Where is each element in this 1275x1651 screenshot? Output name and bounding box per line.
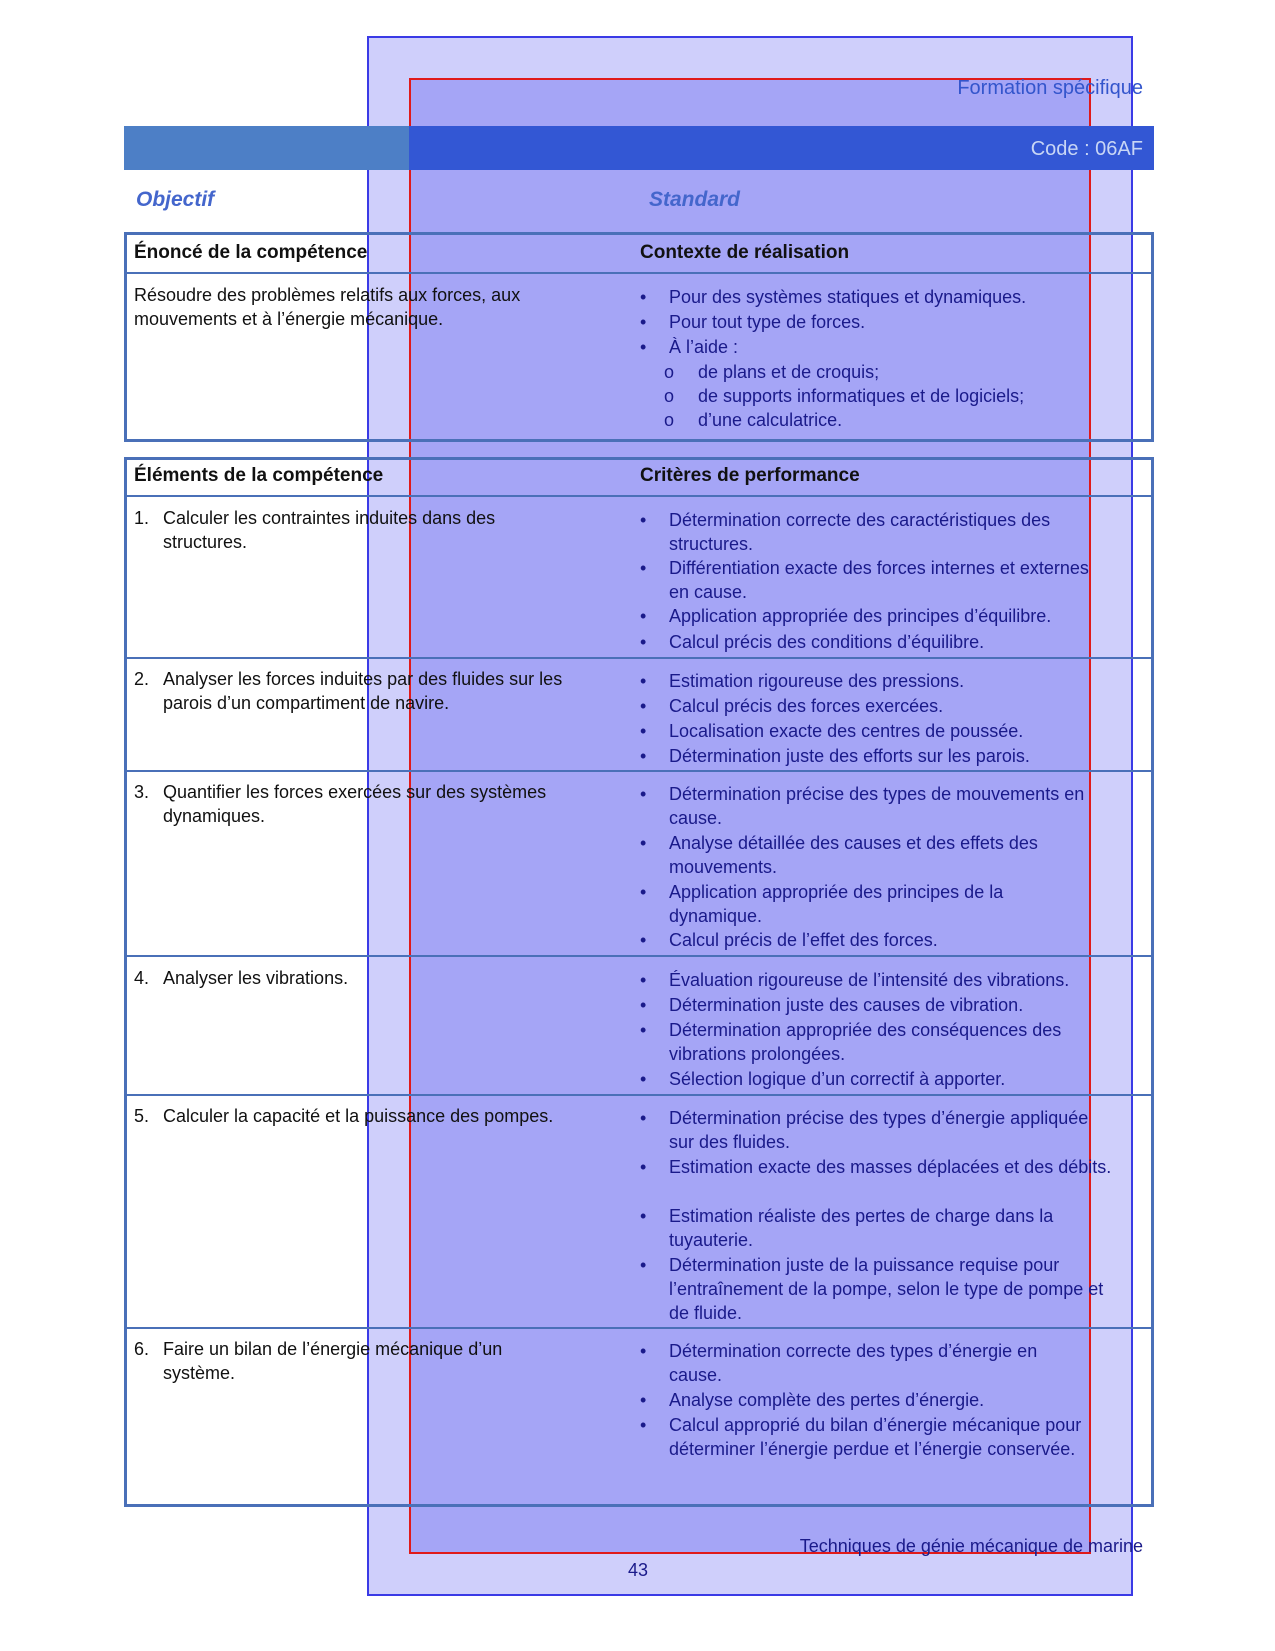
row-divider	[124, 955, 1154, 957]
list-item: o de supports informatiques et de logiciels;	[664, 386, 1025, 406]
list-item: • Analyse détaillée des causes et des effets des mouvements.	[640, 833, 1038, 877]
list-item: • Pour tout type de forces.	[640, 312, 866, 332]
list-item: • Détermination précise des types d’énergie appliquée sur des fluides.	[640, 1108, 1089, 1152]
list-item: • Détermination juste des causes de vibration.	[640, 995, 1024, 1015]
criteres-header: Critères de performance	[640, 465, 860, 486]
list-item: • Calcul approprié du bilan d’énergie mécanique pour déterminer l’énergie perdue et l’énergie conservée.	[640, 1415, 1082, 1459]
code-label: Code : 06AF	[1030, 138, 1143, 160]
list-item: • Évaluation rigoureuse de l’intensité des vibrations.	[640, 970, 1070, 990]
enonce-header: Énoncé de la compétence	[134, 242, 368, 263]
list-item: • Estimation rigoureuse des pressions.	[640, 671, 965, 691]
row-divider	[124, 770, 1154, 772]
list-item: • Sélection logique d’un correctif à apporter.	[640, 1069, 1006, 1089]
list-item: • Localisation exacte des centres de poussée.	[640, 721, 1024, 741]
list-item: • Détermination précise des types de mouvements en cause.	[640, 784, 1085, 828]
list-item: • Calcul précis des conditions d’équilibre.	[640, 632, 985, 652]
list-item: o de plans et de croquis;	[664, 362, 880, 382]
list-item: • Pour des systèmes statiques et dynamiques.	[640, 287, 1027, 307]
row-divider	[124, 657, 1154, 659]
table-row: 1. Calculer les contraintes induites dans des structures.	[134, 508, 496, 552]
list-item: • Calcul précis de l’effet des forces.	[640, 930, 938, 950]
table-divider	[124, 495, 1154, 497]
list-item: o d’une calculatrice.	[664, 410, 843, 430]
list-item: • Détermination appropriée des conséquences des vibrations prolongées.	[640, 1020, 1062, 1064]
list-item: • Estimation exacte des masses déplacées et des débits.	[640, 1157, 1112, 1177]
list-item: • Application appropriée des principes de la dynamique.	[640, 882, 1004, 926]
list-item: • Estimation réaliste des pertes de charge dans la tuyauterie.	[640, 1206, 1054, 1250]
standard-label: Standard	[649, 188, 741, 211]
list-item: • À l’aide :	[640, 337, 739, 357]
row-divider	[124, 1094, 1154, 1096]
table-row: 6. Faire un bilan de l’énergie mécanique d’un système.	[134, 1339, 503, 1383]
list-item: • Différentiation exacte des forces internes et externes en cause.	[640, 558, 1089, 602]
table-row: 4. Analyser les vibrations.	[134, 968, 349, 988]
footer-program: Techniques de génie mécanique de marine	[799, 1536, 1143, 1556]
list-item: • Application appropriée des principes d’équilibre.	[640, 606, 1052, 626]
list-item: • Détermination juste de la puissance requise pour l’entraînement de la pompe, selon le type de pompe et de fluide.	[640, 1255, 1104, 1323]
table-divider	[124, 272, 1154, 274]
list-item: • Calcul précis des forces exercées.	[640, 696, 944, 716]
page-number: 43	[628, 1560, 649, 1580]
row-divider	[124, 1327, 1154, 1329]
list-item: • Détermination juste des efforts sur les parois.	[640, 746, 1030, 766]
page-header-title: Formation spécifique	[957, 77, 1143, 99]
elements-header: Éléments de la compétence	[134, 465, 384, 486]
objectif-label: Objectif	[136, 188, 215, 211]
table-row: 5. Calculer la capacité et la puissance des pompes.	[134, 1106, 554, 1126]
table-row: 2. Analyser les forces induites par des fluides sur les parois d’un compartiment de navire.	[134, 669, 563, 713]
list-item: • Détermination correcte des types d’énergie en cause.	[640, 1341, 1038, 1385]
enonce-text: Résoudre des problèmes relatifs aux forces, aux mouvements et à l’énergie mécanique.	[134, 285, 521, 329]
table-row: 3. Quantifier les forces exercées sur des systèmes dynamiques.	[134, 782, 547, 826]
list-item: • Analyse complète des pertes d’énergie.	[640, 1390, 985, 1410]
list-item: • Détermination correcte des caractéristiques des structures.	[640, 510, 1051, 554]
contexte-header: Contexte de réalisation	[640, 242, 850, 263]
